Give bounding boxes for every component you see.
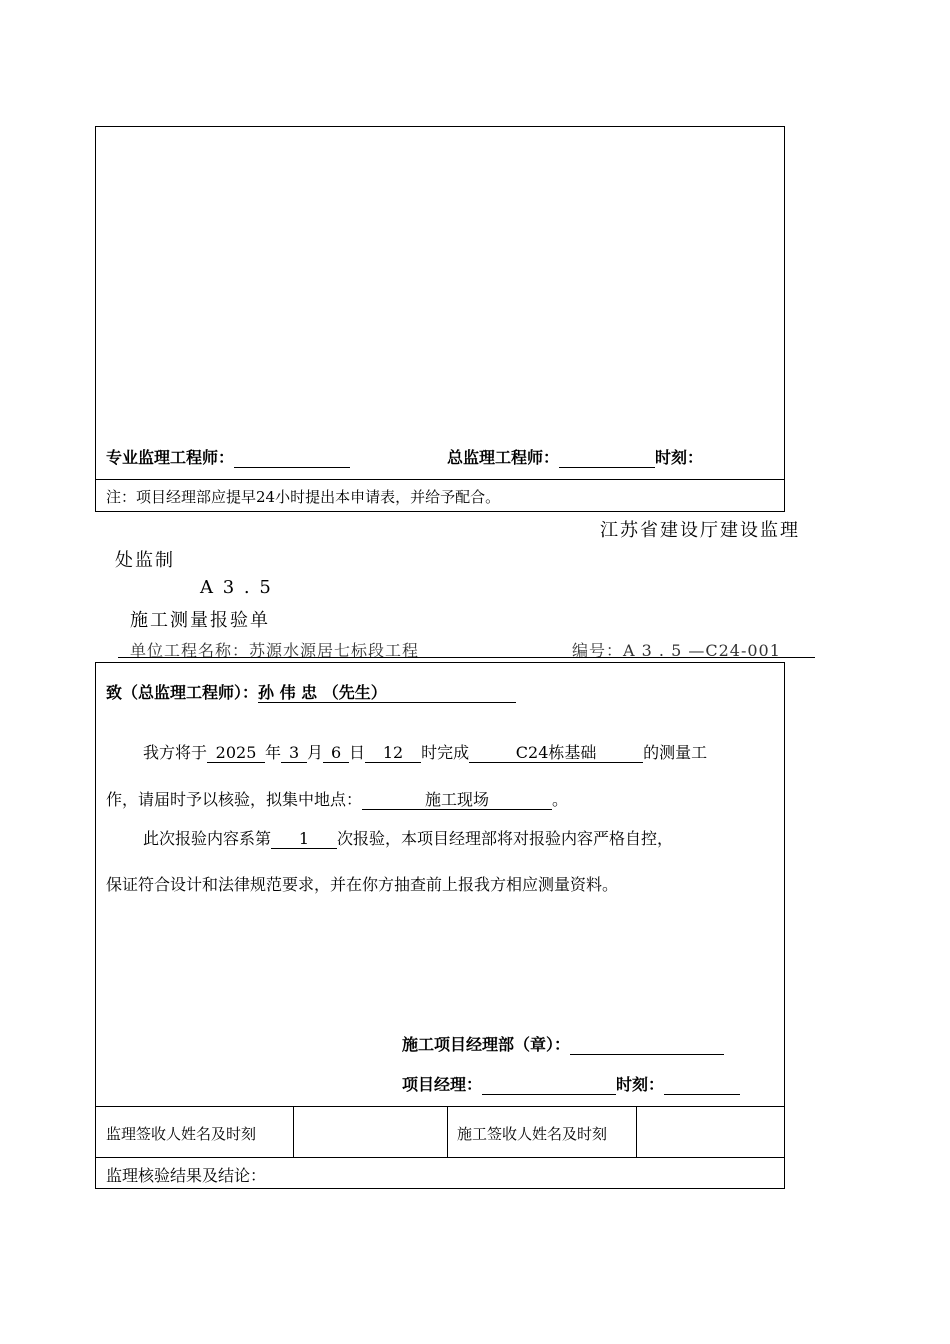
specialist-engineer-label: 专业监理工程师：: [106, 448, 235, 467]
specialist-engineer-row: [106, 445, 350, 468]
paragraph1-line1: [143, 740, 707, 763]
project-underline: [118, 657, 815, 658]
chief-engineer-blank[interactable]: [559, 449, 655, 468]
addressee-name[interactable]: 孙 伟 忠 （先生）: [258, 684, 516, 703]
chief-engineer-row: [447, 445, 703, 468]
year-field[interactable]: 2025: [207, 744, 265, 763]
form-number: 编号：A 3 . 5 —C24-001: [572, 641, 781, 660]
manager-time-blank[interactable]: [664, 1076, 740, 1095]
bottom-table-col2: [447, 1106, 448, 1157]
supervisor-receipt-label: 监理签收人姓名及时刻: [106, 1125, 257, 1143]
dept-label: 施工项目经理部（章）：: [402, 1035, 571, 1054]
issuer-line2: 处监制: [115, 550, 175, 571]
month-unit: 月: [307, 743, 324, 762]
manager-time-label: 时刻：: [616, 1075, 665, 1094]
p2-prefix: 此次报验内容系第: [143, 829, 272, 848]
dept-row: [402, 1032, 724, 1055]
hour-text: 时完成: [421, 743, 470, 762]
p1-line2-prefix: 作，请届时予以核验，拟集中地点：: [106, 790, 363, 809]
year-unit: 年: [265, 743, 282, 762]
paragraph2-line2: 保证符合设计和法律规范要求，并在你方抽查前上报我方相应测量资料。: [106, 875, 619, 894]
paragraph1-line2: [106, 787, 568, 810]
day-field[interactable]: 6: [323, 744, 349, 763]
project-label: 单位工程名称：苏源水源居七标段工程: [130, 641, 420, 660]
manager-row: [402, 1072, 740, 1095]
location-field[interactable]: 施工现场: [362, 791, 552, 810]
p1-suffix: 的测量工: [643, 743, 708, 762]
manager-label: 项目经理：: [402, 1075, 483, 1094]
p1-prefix: 我方将于: [143, 743, 208, 762]
p2-suffix: 次报验，本项目经理部将对报验内容严格自控，: [337, 829, 674, 848]
paragraph2-line1: [143, 826, 673, 849]
bottom-table-mid: [95, 1157, 785, 1158]
form-title: 施工测量报验单: [130, 610, 270, 631]
issuer-line1: 江苏省建设厅建设监理: [600, 520, 800, 541]
chief-engineer-label: 总监理工程师：: [447, 448, 560, 467]
conclusion-label: 监理核验结果及结论：: [106, 1166, 267, 1185]
construction-receipt-cell[interactable]: [637, 1107, 783, 1156]
item-field[interactable]: C24栋基础: [469, 744, 643, 763]
hour-field[interactable]: 12: [365, 744, 421, 763]
addressee-row: [106, 680, 516, 703]
times-field[interactable]: 1: [271, 830, 337, 849]
form-code: A 3 . 5: [200, 577, 273, 598]
month-field[interactable]: 3: [281, 744, 307, 763]
top-form-note: 注：项目经理部应提早24小时提出本申请表，并给予配合。: [106, 488, 501, 506]
day-unit: 日: [349, 743, 366, 762]
top-time-label: 时刻：: [655, 448, 704, 467]
top-form-divider: [95, 479, 785, 480]
dept-blank[interactable]: [570, 1036, 724, 1055]
specialist-engineer-blank[interactable]: [234, 449, 350, 468]
addressee-label: 致（总监理工程师）：: [106, 683, 259, 702]
manager-blank[interactable]: [482, 1076, 616, 1095]
supervisor-receipt-cell[interactable]: [294, 1107, 446, 1156]
period: 。: [552, 790, 569, 809]
construction-receipt-label: 施工签收人姓名及时刻: [457, 1125, 608, 1143]
